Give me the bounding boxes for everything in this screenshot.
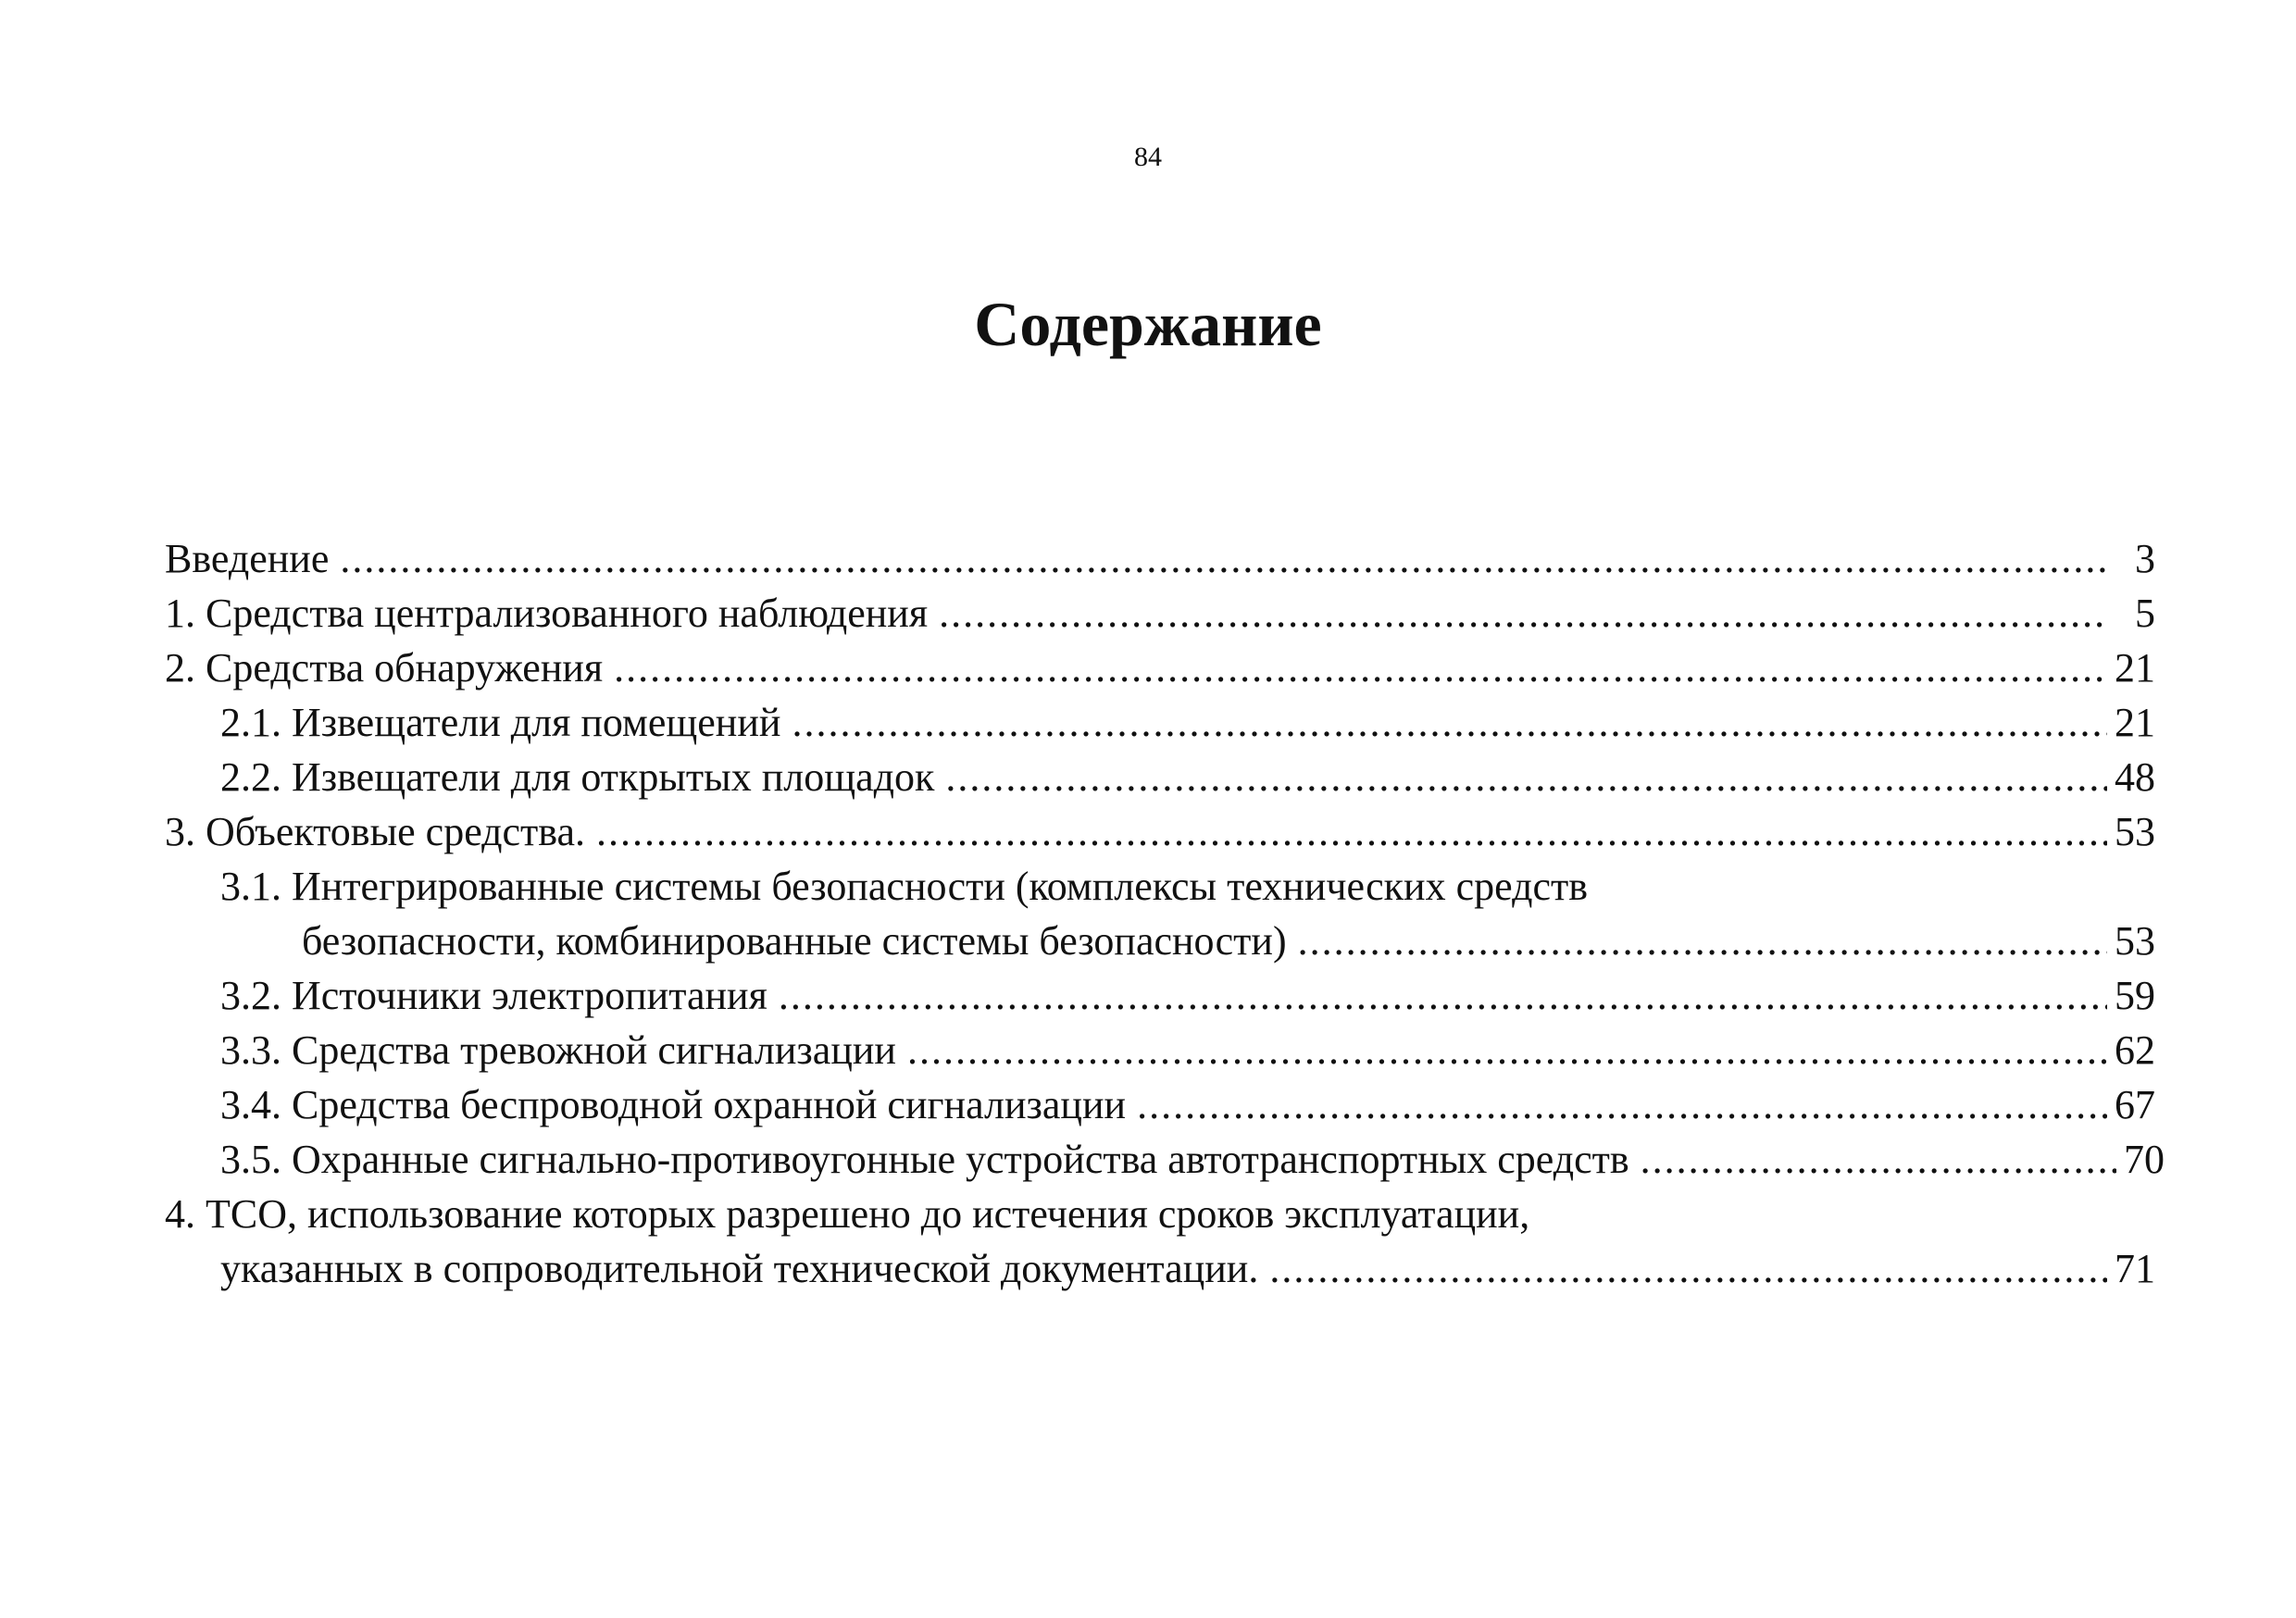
toc-page-number: 59 [2115,973,2155,1018]
toc-entry-text-continuation: безопасности, комбинированные системы безопасности) [302,918,1287,964]
toc-leader-dots [1298,914,2107,968]
page-number: 84 [1134,142,1162,172]
toc-entry-section-3[interactable] [165,804,2155,859]
toc-entry-text: 3.2. Источники электропитания [220,973,767,1018]
toc-entry-text: 2.2. Извещатели для открытых площадок [220,754,935,800]
toc-entry-text-continuation: указанных в сопроводительной технической документации. [220,1246,1259,1291]
toc-entry-section-3-1[interactable] [165,859,2155,914]
toc-page-number: 62 [2115,1027,2155,1073]
toc-entry-section-3-5[interactable] [165,1132,2165,1187]
toc-entry-text: 3.5. Охранные сигнально-противоугонные устройства автотранспортных средств [220,1137,1629,1182]
toc-entry-text: 4. ТСО, использование которых разрешено до истечения сроков эксплуатации, [165,1191,1530,1237]
toc-leader-dots [792,695,2107,750]
toc-entry-text: 2.1. Извещатели для помещений [220,700,781,745]
toc-entry-section-3-2[interactable] [165,968,2155,1023]
toc-leader-dots [907,1023,2107,1077]
toc-page-number: 53 [2115,809,2155,854]
toc-entry-section-2-2[interactable] [165,750,2155,804]
toc-entry-text: 3.1. Интегрированные системы безопасности (комплексы технических средств [220,864,1588,909]
toc-entry-section-4-continued[interactable] [165,1241,2155,1296]
toc-leader-dots [596,804,2107,859]
page-title: Содержание [974,289,1322,359]
toc-page-number: 21 [2115,645,2155,691]
toc-leader-dots [939,586,2107,641]
toc-page-number: 48 [2115,754,2155,800]
toc-entry-text: 3.3. Средства тревожной сигнализации [220,1027,896,1073]
toc-entry-text: Введение [165,536,330,581]
table-of-contents [165,531,2165,1296]
toc-page-number: 53 [2115,918,2155,964]
toc-entry-text: 3.4. Средства беспроводной охранной сигнализации [220,1082,1127,1127]
toc-page-number: 21 [2115,700,2155,745]
toc-entry-introduction[interactable] [165,531,2155,586]
toc-leader-dots [1641,1132,2116,1187]
toc-page-number: 3 [2135,536,2155,581]
toc-page-number: 5 [2135,591,2155,636]
toc-entry-text: 1. Средства централизованного наблюдения [165,591,929,636]
toc-entry-section-2-1[interactable] [165,695,2155,750]
toc-page-number: 67 [2115,1082,2155,1127]
toc-leader-dots [614,641,2107,695]
toc-leader-dots [945,750,2107,804]
toc-entry-section-3-4[interactable] [165,1077,2155,1132]
toc-leader-dots [1269,1241,2107,1296]
toc-page-number: 71 [2115,1246,2155,1291]
toc-entry-section-3-3[interactable] [165,1023,2155,1077]
toc-entry-section-4[interactable] [165,1187,2155,1241]
toc-leader-dots [779,968,2107,1023]
toc-entry-text: 3. Объектовые средства. [165,809,586,854]
toc-page-number: 70 [2124,1137,2165,1182]
toc-leader-dots [1137,1077,2107,1132]
toc-leader-dots [340,531,2107,586]
toc-entry-section-3-1-continued[interactable] [165,914,2155,968]
toc-entry-section-1[interactable] [165,586,2155,641]
toc-entry-section-2[interactable] [165,641,2155,695]
toc-entry-text: 2. Средства обнаружения [165,645,604,691]
